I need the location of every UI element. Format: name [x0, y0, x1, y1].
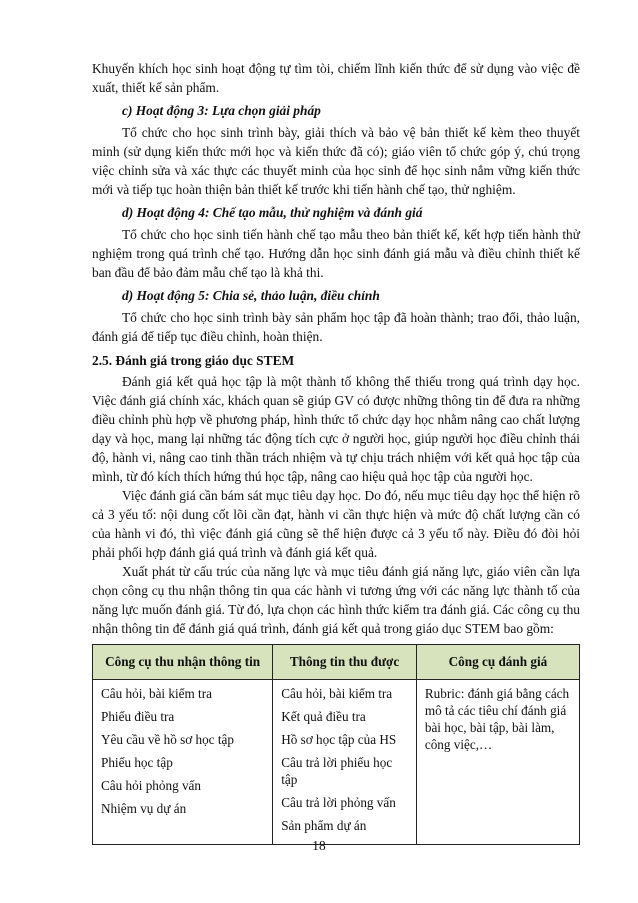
paragraph-2: Tổ chức cho học sinh trình bày, giải thích và bảo vệ bản thiết kế kèm theo thuyết minh (sử dụng kiến thức mới học và kiến thức đã có); giáo viên tổ chức góp ý, chú trọng việc chỉnh sửa và xác thực các thuyết minh của học sinh để học sinh nắm vững kiến thức mới và tiếp tục hoàn thiện bản thiết kế trước khi tiến hành chế tạo, thử nghiệm. [92, 125, 580, 197]
list-item: Kết quả điều tra [281, 709, 366, 724]
list-item: Câu hỏi, bài kiểm tra [101, 686, 212, 701]
section-heading: 2.5. Đánh giá trong giáo dục STEM [92, 353, 295, 368]
list-item: Sản phẩm dự án [281, 818, 367, 833]
table-header-row [93, 645, 580, 680]
list-item: Phiếu học tập [101, 755, 173, 770]
heading-activity-3: c) Hoạt động 3: Lựa chọn giải pháp [122, 103, 321, 118]
heading-activity-5: d) Hoạt động 5: Chia sẻ, thảo luận, điều chỉnh [122, 288, 380, 303]
list-item: Phiếu điều tra [101, 709, 175, 724]
assessment-tools-table [92, 644, 580, 845]
table-header-cell: Công cụ đánh giá [416, 645, 579, 680]
table-cell-information [273, 680, 417, 845]
list-item: Yêu cầu về hồ sơ học tập [101, 732, 234, 747]
page-number: 18 [312, 838, 326, 853]
list-item: Câu trả lời phỏng vấn [281, 795, 396, 810]
table-cell-collection-tools [93, 680, 273, 845]
list-item: Câu hỏi phỏng vấn [101, 778, 201, 793]
list-item: Câu trả lời phiếu học tập [281, 755, 393, 787]
rubric-text: Rubric: đánh giá bằng cách mô tả các tiêu chí đánh giá bài học, bài tập, bài làm, công việc,… [424, 686, 570, 752]
paragraph-6: Việc đánh giá cần bám sát mục tiêu dạy học. Do đó, nếu mục tiêu dạy học thể hiện rõ cả 3 yếu tố: nội dung cốt lõi cần đạt, hành vi cần thực hiện và mức độ chất lượng cần có của hành vi đó, thì việc đánh giá cũng sẽ thể hiện được cả 3 yếu tố này. Điều đó đòi hỏi phải phối hợp đánh giá quá trình và đánh giá kết quả. [92, 488, 580, 560]
paragraph-5: Đánh giá kết quả học tập là một thành tố không thể thiếu trong quá trình dạy học. Việc đánh giá chính xác, khách quan sẽ giúp GV có được những thông tin để đưa ra những điều chỉnh phù hợp về phương pháp, hình thức tổ chức dạy học nhằm nâng cao chất lượng dạy và học, mang lại những tác động tích cực ở người học, giúp người học điều chỉnh thái độ, hành vi, nâng cao tinh thần trách nhiệm và tự chịu trách nhiệm với kết quả học tập của mình, từ đó kích thích hứng thú học tập, nâng cao hiệu quả học tập của người học. [92, 374, 580, 484]
list-item: Nhiệm vụ dự án [101, 801, 187, 816]
table-cell-assessment-tools [416, 680, 579, 845]
list-item: Hồ sơ học tập của HS [281, 732, 397, 747]
paragraph-1: Khuyến khích học sinh hoạt động tự tìm tòi, chiếm lĩnh kiến thức để sử dụng vào việc đề xuất, thiết kế sản phẩm. [92, 61, 580, 95]
paragraph-7: Xuất phát từ cấu trúc của năng lực và mục tiêu đánh giá năng lực, giáo viên cần lựa chọn công cụ thu nhận thông tin qua các hành vi tương ứng với các năng lực thành tố của năng lực muốn đánh giá. Từ đó, lựa chọn các hình thức kiểm tra đánh giá. Các công cụ thu nhận thông tin để đánh giá quá trình, đánh giá kết quả trong giáo dục STEM bao gồm: [92, 564, 580, 636]
list-item: Câu hỏi, bài kiểm tra [281, 686, 393, 701]
table-header-cell: Thông tin thu được [273, 645, 417, 680]
table-row [93, 680, 580, 845]
paragraph-3: Tổ chức cho học sinh tiến hành chế tạo mẫu theo bản thiết kế, kết hợp tiến hành thử nghiệm trong quá trình chế tạo. Hướng dẫn học sinh đánh giá mẫu và điều chỉnh thiết kế ban đầu để bảo đảm mẫu chế tạo là khả thi. [92, 227, 580, 280]
heading-activity-4: d) Hoạt động 4: Chế tạo mẫu, thử nghiệm và đánh giá [122, 205, 423, 220]
paragraph-4: Tổ chức cho học sinh trình bày sản phẩm học tập đã hoàn thành; trao đổi, thảo luận, đánh giá để tiếp tục điều chỉnh, hoàn thiện. [92, 310, 580, 344]
table-header-cell: Công cụ thu nhận thông tin [93, 645, 273, 680]
